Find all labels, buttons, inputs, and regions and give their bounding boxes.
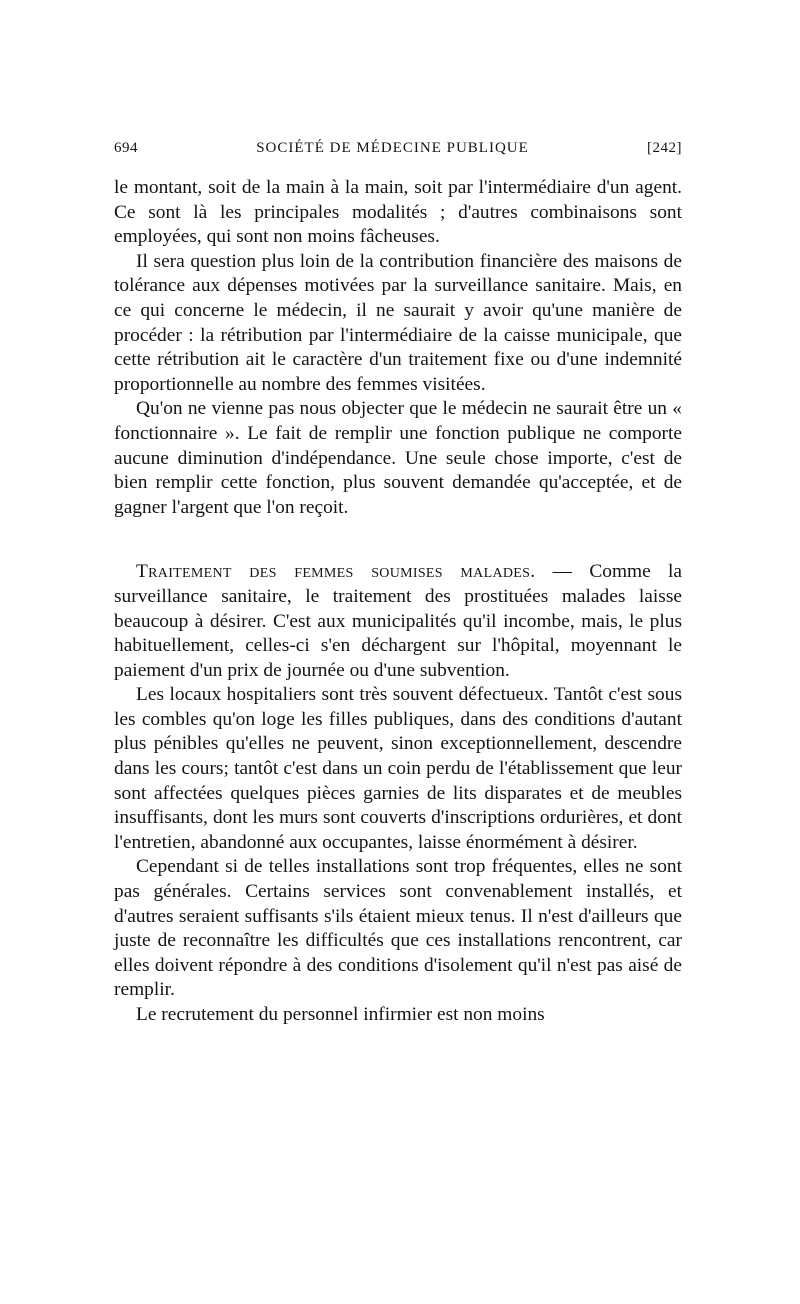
paragraph-contribution: Il sera question plus loin de la contribution financière des maisons de tolérance aux dépenses motivées par la surveillance sanitaire. Mais, en ce qui concerne le médecin, il ne saurait y avoir qu'une manière de procéder : la rétribution par l'intermédiaire de la caisse municipale, que cette rétribution ait le caractère d'un traitement fixe ou d'une indemnité proportionnelle au nombre des femmes visitées. (114, 250, 682, 395)
paragraph-continuation: le montant, soit de la main à la main, soit par l'intermédiaire d'un agent. Ce sont là les principales modalités ; d'autres combinaisons sont employées, qui sont non moins fâcheuses. (114, 177, 682, 248)
paragraph-fonctionnaire: Qu'on ne vienne pas nous objecter que le médecin ne saurait être un « fonctionnaire ». Le fait de remplir une fonction publique ne comporte aucune diminution d'indépendance. Une seule chose importe, c'est de bien remplir cette fonction, plus souvent demandée qu'acceptée, et de gagner l'argent que l'on reçoit. (114, 398, 682, 518)
paragraph-locaux: Les locaux hospitaliers sont très souvent défectueux. Tantôt c'est sous les combles qu'on loge les filles publiques, dans des conditions d'autant plus pénibles qu'elles ne peuvent, sinon exceptionnellement, descendre dans les cours; tantôt c'est dans un coin perdu de l'établissement que leur sont affectées quelques pièces garnies de lits disparates et de meubles insuffisants, dont les murs sont couverts d'inscriptions ordurières, et dont l'entretien, abandonné aux occupantes, laisse énormément à désirer. (114, 684, 682, 853)
section-heading: Traitement des femmes soumises malades. (136, 561, 536, 583)
page-number: 694 (114, 140, 138, 156)
paragraph-traitement-text: — Comme la surveillance sanitaire, le traitement des prostituées malades laisse beaucoup à désirer. C'est aux municipalités qu'il incombe, mais, le plus habituellement, celles-ci s'en déchargent sur l'hôpital, moyennant le paiement d'un prix de journée ou d'une subvention. (114, 561, 683, 681)
bracket-page-number: [242] (646, 140, 682, 156)
paragraph-recrutement: Le recrutement du personnel infirmier est non moins (136, 1004, 545, 1025)
paragraph-installations: Cependant si de telles installations sont trop fréquentes, elles ne sont pas générales. Certains services sont convenablement installés, et d'autres seraient suffisants s'ils étaient mieux tenus. Il n'est d'ailleurs que juste de reconnaître les difficultés que ces installations rencontrent, car elles doivent répondre à des conditions d'isolement qu'il n'est pas aisé de remplir. (114, 856, 682, 1001)
section-spacer (114, 520, 682, 560)
journal-title: SOCIÉTÉ DE MÉDECINE PUBLIQUE (256, 140, 529, 156)
document-page (114, 140, 682, 1028)
paragraph-traitement (114, 560, 682, 683)
body-text (114, 176, 682, 1028)
running-header (114, 140, 682, 176)
